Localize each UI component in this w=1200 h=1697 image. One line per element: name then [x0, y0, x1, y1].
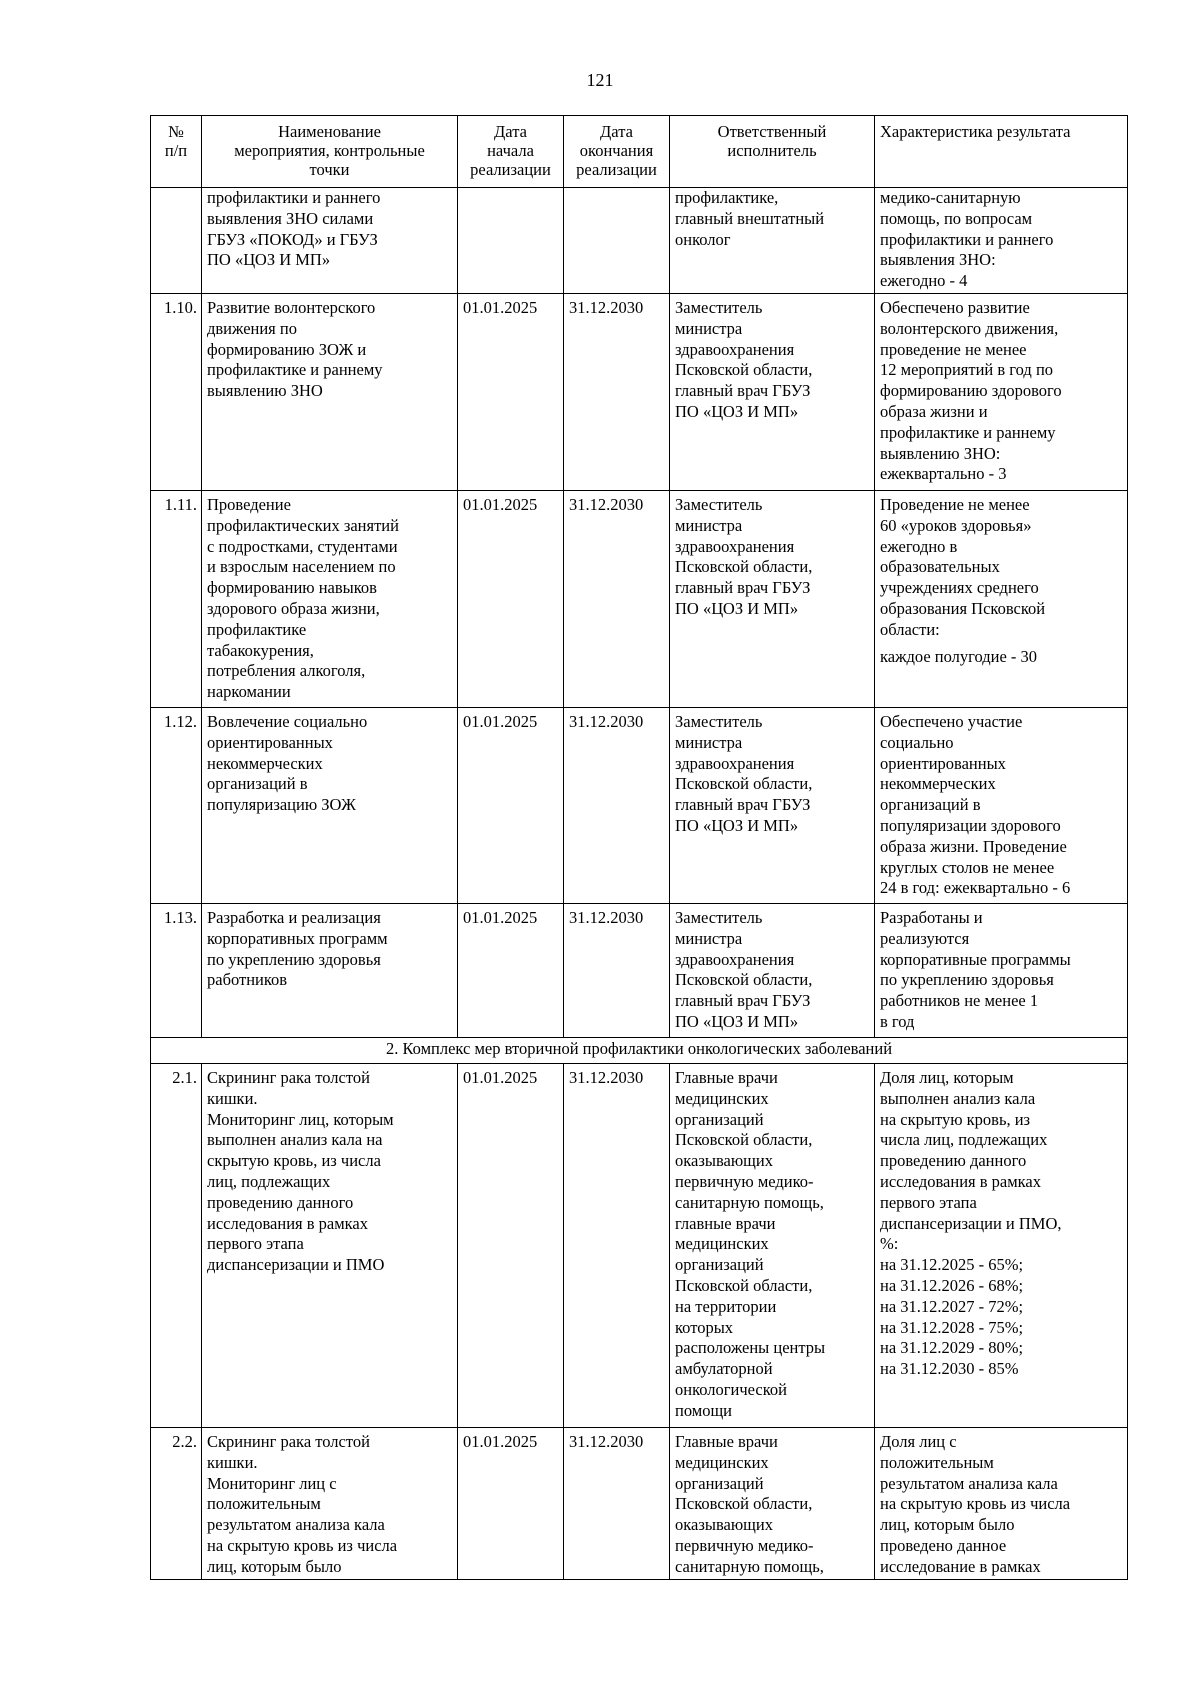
header-start-date: Дата начала реализации [458, 116, 564, 188]
table-row [151, 708, 1128, 904]
row-name: Развитие волонтерского движения по формированию ЗОЖ и профилактике и раннему выявлению ЗНО [202, 294, 458, 491]
row-responsible: Заместитель министра здравоохранения Псковской области, главный врач ГБУЗ ПО «ЦОЗ И МП» [670, 491, 875, 708]
row-result: Разработаны и реализуются корпоративные программы по укреплению здоровья работников не менее 1 в год [875, 904, 1128, 1038]
row-result: Обеспечено развитие волонтерского движения, проведение не менее 12 мероприятий в год по формированию здорового образа жизни и профилактике и раннему выявлению ЗНО: ежеквартально - 3 [875, 294, 1128, 491]
row-responsible: профилактике, главный внештатный онколог [670, 188, 875, 294]
row-result: медико-санитарную помощь, по вопросам профилактики и раннего выявления ЗНО: ежегодно - 4 [875, 188, 1128, 294]
table-row [151, 904, 1128, 1038]
table-row [151, 188, 1128, 294]
row-start-date: 01.01.2025 [458, 294, 564, 491]
row-num: 1.12. [151, 708, 202, 904]
result-frequency: каждое полугодие - 30 [880, 646, 1038, 666]
row-start-date: 01.01.2025 [458, 708, 564, 904]
row-responsible: Главные врачи медицинских организаций Псковской области, оказывающих первичную медико- санитарную помощь, [670, 1428, 875, 1580]
row-responsible: Главные врачи медицинских организаций Псковской области, оказывающих первичную медико- санитарную помощь, главные врачи медицинских организаций Псковской области, на территории которых расположены центры амбулаторной онкологической помощи [670, 1064, 875, 1428]
row-num: 1.11. [151, 491, 202, 708]
table-row [151, 294, 1128, 491]
row-end-date: 31.12.2030 [564, 708, 670, 904]
row-name: профилактики и раннего выявления ЗНО силами ГБУЗ «ПОКОД» и ГБУЗ ПО «ЦОЗ И МП» [202, 188, 458, 294]
row-start-date: 01.01.2025 [458, 1064, 564, 1428]
row-name: Разработка и реализация корпоративных программ по укреплению здоровья работников [202, 904, 458, 1038]
row-start-date: 01.01.2025 [458, 491, 564, 708]
row-name: Скрининг рака толстой кишки. Мониторинг лиц с положительным результатом анализа кала на скрытую кровь из числа лиц, которым было [202, 1428, 458, 1580]
section-title: 2. Комплекс мер вторичной профилактики онкологических заболеваний [151, 1038, 1128, 1064]
row-num: 2.2. [151, 1428, 202, 1580]
row-name: Вовлечение социально ориентированных некоммерческих организаций в популяризацию ЗОЖ [202, 708, 458, 904]
row-end-date: 31.12.2030 [564, 294, 670, 491]
activities-table [150, 115, 1128, 1580]
header-responsible: Ответственный исполнитель [670, 116, 875, 188]
table-row [151, 1428, 1128, 1580]
row-end-date: 31.12.2030 [564, 1064, 670, 1428]
row-start-date: 01.01.2025 [458, 1428, 564, 1580]
table-row [151, 1064, 1128, 1428]
row-end-date: 31.12.2030 [564, 1428, 670, 1580]
row-name: Проведение профилактических занятий с подростками, студентами и взрослым населением по формированию навыков здорового образа жизни, профилактике табакокурения, потребления алкоголя, наркомании [202, 491, 458, 708]
row-num [151, 188, 202, 294]
row-responsible: Заместитель министра здравоохранения Псковской области, главный врач ГБУЗ ПО «ЦОЗ И МП» [670, 294, 875, 491]
header-name: Наименование мероприятия, контрольные точки [202, 116, 458, 188]
header-result: Характеристика результата [875, 116, 1128, 188]
row-end-date [564, 188, 670, 294]
result-text: Проведение не менее 60 «уроков здоровья» ежегодно в образовательных учреждениях среднего образования Псковской области: [880, 495, 1046, 639]
row-name: Скрининг рака толстой кишки. Мониторинг лиц, которым выполнен анализ кала на скрытую кровь, из числа лиц, подлежащих проведению данного исследования в рамках первого этапа диспансеризации и ПМО [202, 1064, 458, 1428]
row-responsible: Заместитель министра здравоохранения Псковской области, главный врач ГБУЗ ПО «ЦОЗ И МП» [670, 904, 875, 1038]
row-result: Доля лиц, которым выполнен анализ кала на скрытую кровь, из числа лиц, подлежащих проведению данного исследования в рамках первого этапа диспансеризации и ПМО, %: на 31.12.2025 - 65%; на 31.12.2026 - 68%; на 31.12.2027 - 72%; на 31.12.2028 - 75%; на 31.12.2029 - 80%; на 31.12.2030 - 85% [875, 1064, 1128, 1428]
table-header-row [151, 116, 1128, 188]
header-num: № п/п [151, 116, 202, 188]
header-end-date: Дата окончания реализации [564, 116, 670, 188]
row-result: Доля лиц с положительным результатом анализа кала на скрытую кровь из числа лиц, которым было проведено данное исследование в рамках [875, 1428, 1128, 1580]
section-heading-row [151, 1038, 1128, 1064]
row-result: Обеспечено участие социально ориентированных некоммерческих организаций в популяризации здорового образа жизни. Проведение круглых столов не менее 24 в год: ежеквартально - 6 [875, 708, 1128, 904]
row-responsible: Заместитель министра здравоохранения Псковской области, главный врач ГБУЗ ПО «ЦОЗ И МП» [670, 708, 875, 904]
page-number: 121 [586, 70, 614, 90]
row-result [875, 491, 1128, 708]
row-num: 1.10. [151, 294, 202, 491]
row-end-date: 31.12.2030 [564, 491, 670, 708]
row-end-date: 31.12.2030 [564, 904, 670, 1038]
row-num: 1.13. [151, 904, 202, 1038]
table-row [151, 491, 1128, 708]
row-num: 2.1. [151, 1064, 202, 1428]
row-start-date [458, 188, 564, 294]
row-start-date: 01.01.2025 [458, 904, 564, 1038]
